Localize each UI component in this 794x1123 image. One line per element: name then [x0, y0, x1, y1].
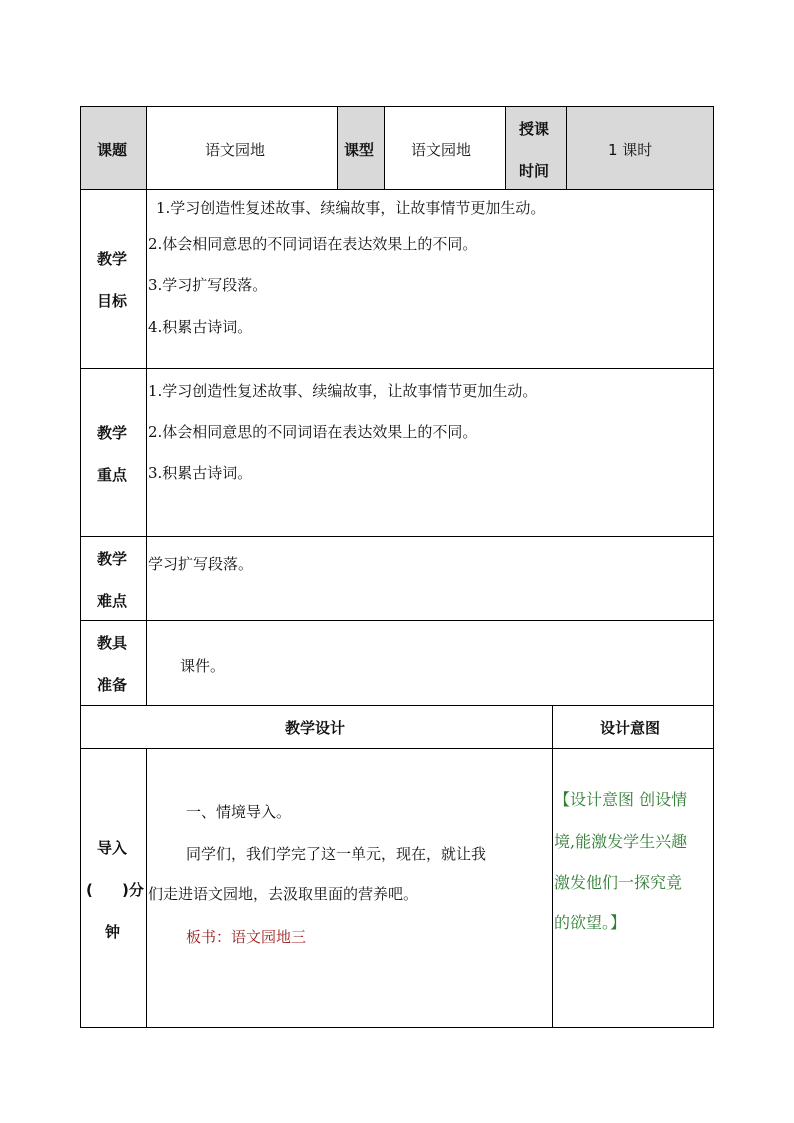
objectives-label-cell — [80, 189, 147, 369]
time-value: 1 课时 — [608, 141, 653, 159]
keypoints-label-cell — [80, 368, 147, 537]
lesson-value: 语文园地 — [205, 141, 266, 159]
lesson-label: 课题 — [97, 141, 128, 159]
design-header: 教学设计 — [285, 719, 346, 737]
type-label: 课型 — [344, 141, 375, 159]
objectives-label-line2: 目标 — [97, 292, 128, 310]
keypoint-item: 2.体会相同意思的不同词语在表达效果上的不同。 — [148, 423, 478, 441]
objectives-label-line1: 教学 — [97, 250, 128, 268]
intro-label-line3: 钟 — [105, 923, 121, 941]
board-writing: 板书：语文园地三 — [186, 928, 307, 946]
type-value: 语文园地 — [411, 141, 472, 159]
intro-label-paren: ( — [86, 881, 93, 899]
objective-item: 1.学习创造性复述故事、续编故事，让故事情节更加生动。 — [156, 199, 546, 217]
intent-line: 激发他们一探究竟 — [554, 873, 683, 892]
difficulty-label-line1: 教学 — [97, 550, 128, 568]
intent-line: 境,能激发学生兴趣 — [554, 832, 688, 851]
keypoints-label-line1: 教学 — [97, 424, 128, 442]
materials-text: 课件。 — [180, 657, 226, 675]
objective-item: 4.积累古诗词。 — [148, 318, 253, 336]
intent-header: 设计意图 — [600, 719, 661, 737]
keypoints-label-line2: 重点 — [97, 466, 128, 484]
difficulty-content-cell — [146, 536, 714, 621]
materials-label-line2: 准备 — [97, 676, 128, 694]
time-label-line1: 授课 — [519, 120, 550, 138]
intent-line: 【设计意图 创设情 — [554, 790, 688, 809]
keypoint-item: 1.学习创造性复述故事、续编故事，让故事情节更加生动。 — [148, 382, 538, 400]
materials-label-line1: 教具 — [97, 634, 128, 652]
difficulty-text: 学习扩写段落。 — [148, 555, 254, 573]
time-label-line2: 时间 — [519, 162, 550, 180]
objective-item: 3.学习扩写段落。 — [148, 276, 268, 294]
materials-content-cell — [146, 620, 714, 706]
intro-paragraph-line2: 们走进语文园地，去汲取里面的营养吧。 — [148, 885, 419, 903]
difficulty-label-line2: 难点 — [97, 592, 128, 610]
intro-label-line1: 导入 — [97, 839, 128, 857]
intro-paragraph-line1: 同学们，我们学完了这一单元，现在，就让我 — [186, 845, 487, 863]
keypoint-item: 3.积累古诗词。 — [148, 464, 253, 482]
intro-label-paren-close: )分 — [122, 881, 144, 899]
intro-heading: 一、情境导入。 — [186, 803, 292, 821]
objective-item: 2.体会相同意思的不同词语在表达效果上的不同。 — [148, 235, 478, 253]
intent-line: 的欲望。】 — [554, 913, 627, 932]
